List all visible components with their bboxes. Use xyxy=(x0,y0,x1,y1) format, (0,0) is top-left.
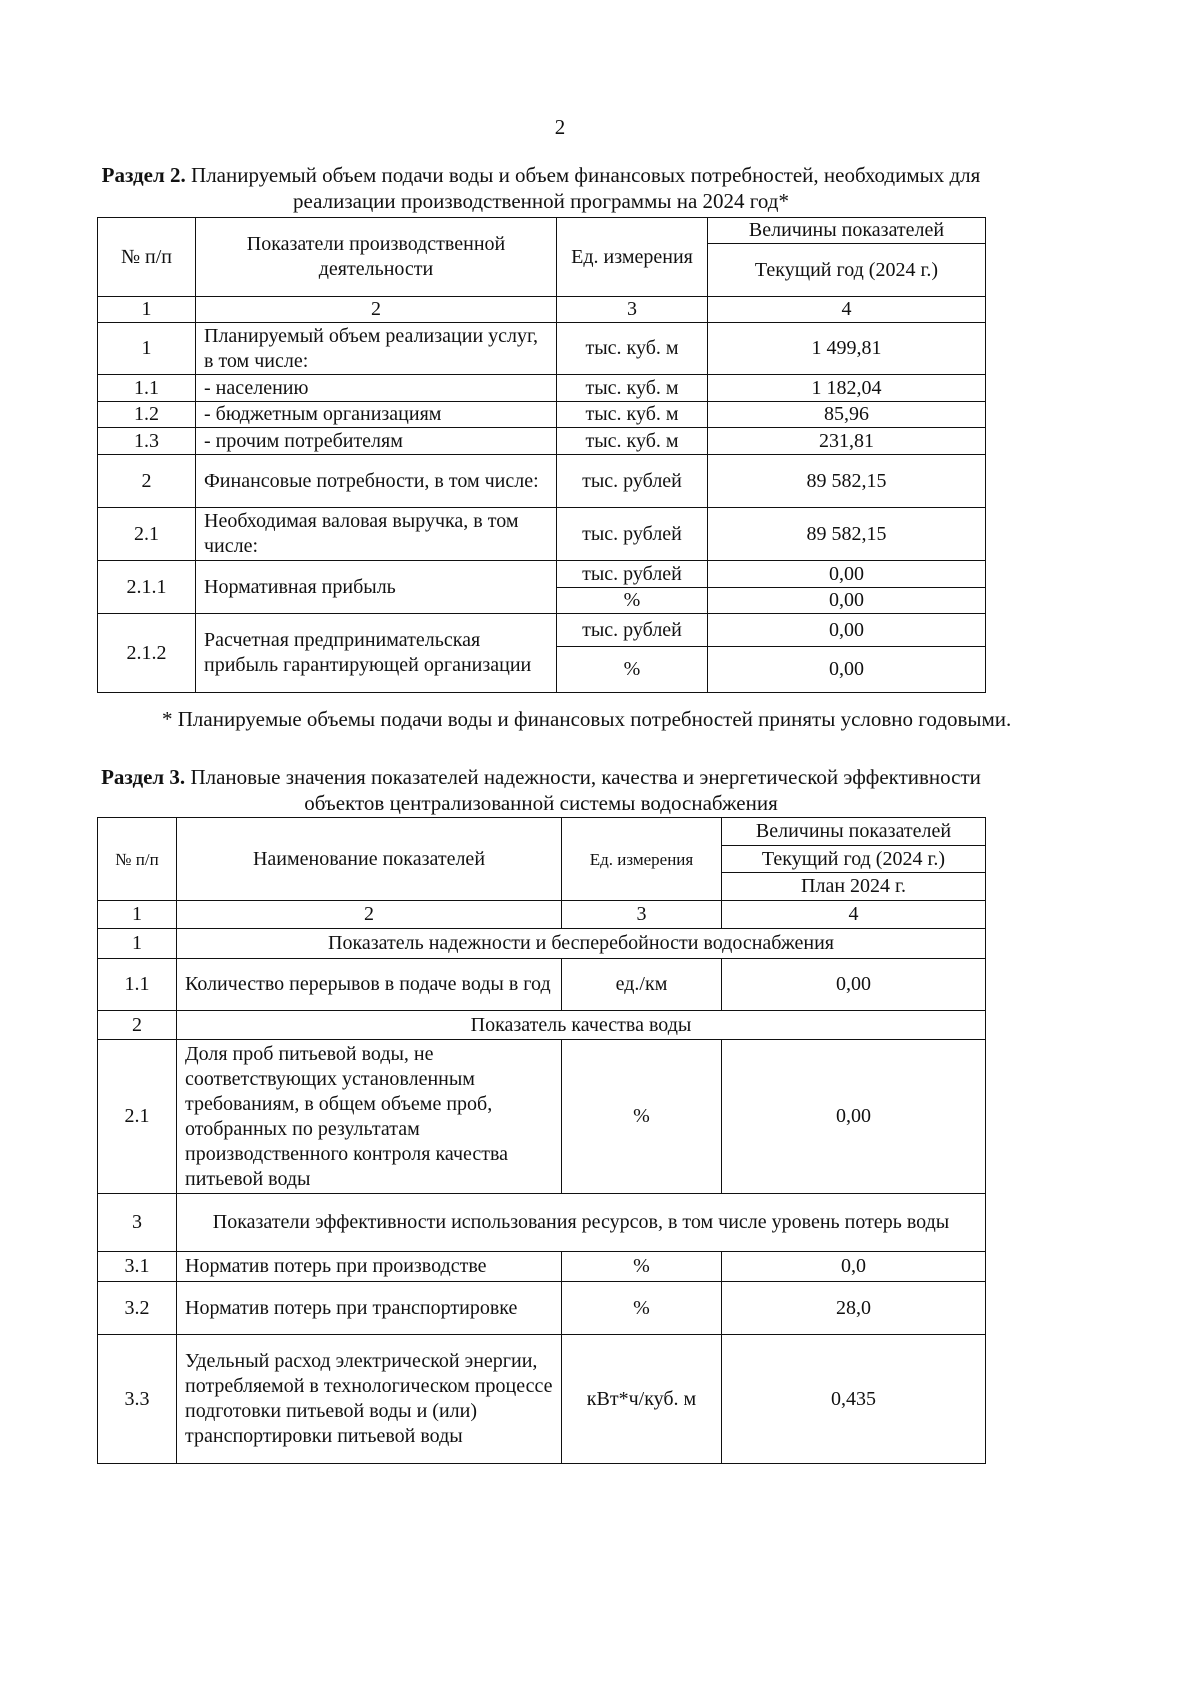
group-title: Показатель надежности и бесперебойности водоснабжения xyxy=(177,929,986,959)
row-name: - бюджетным организациям xyxy=(196,402,557,428)
row-name: Необходимая валовая выручка, в том числе: xyxy=(196,508,557,561)
group-row xyxy=(98,1194,986,1252)
row-unit: тыс. куб. м xyxy=(557,402,708,428)
table-row xyxy=(98,1040,986,1194)
row-num: 2.1 xyxy=(98,1040,177,1194)
row-value: 0,435 xyxy=(722,1335,986,1464)
row-name: Нормативная прибыль xyxy=(196,561,557,614)
table-row xyxy=(98,375,986,402)
row-name: - прочим потребителям xyxy=(196,428,557,455)
col-number: 1 xyxy=(98,297,196,323)
col-number: 2 xyxy=(196,297,557,323)
row-value: 0,00 xyxy=(722,1040,986,1194)
row-value: 0,00 xyxy=(708,561,986,588)
row-unit: тыс. рублей xyxy=(557,508,708,561)
row-value: 89 582,15 xyxy=(708,455,986,508)
row-unit: кВт*ч/куб. м xyxy=(562,1335,722,1464)
row-unit: тыс. рублей xyxy=(557,561,708,588)
row-name: Финансовые потребности, в том числе: xyxy=(196,455,557,508)
row-unit: % xyxy=(562,1040,722,1194)
row-name: Количество перерывов в подаче воды в год xyxy=(177,959,562,1011)
table-row xyxy=(98,959,986,1011)
row-value: 85,96 xyxy=(708,402,986,428)
col-number: 4 xyxy=(722,901,986,929)
page-number: 2 xyxy=(554,115,566,139)
row-num: 3.2 xyxy=(98,1282,177,1335)
row-value: 0,0 xyxy=(722,1252,986,1282)
group-row xyxy=(98,1011,986,1040)
row-name: Расчетная предпринимательская прибыль гарантирующей организации xyxy=(196,614,557,693)
header-unit: Ед. измерения xyxy=(557,218,708,297)
row-value: 28,0 xyxy=(722,1282,986,1335)
table-row xyxy=(98,428,986,455)
row-unit: тыс. рублей xyxy=(557,614,708,647)
row-unit: тыс. куб. м xyxy=(557,323,708,375)
row-name: Норматив потерь при транспортировке xyxy=(177,1282,562,1335)
group-title: Показатель качества воды xyxy=(177,1011,986,1040)
row-name: - населению xyxy=(196,375,557,402)
row-unit-percent: % xyxy=(557,647,708,693)
row-num: 2 xyxy=(98,1011,177,1040)
header-values: Величины показателей xyxy=(722,818,986,846)
row-value-percent: 0,00 xyxy=(708,588,986,614)
header-current: Текущий год (2024 г.) xyxy=(708,244,986,297)
row-unit: тыс. куб. м xyxy=(557,375,708,402)
row-unit: тыс. рублей xyxy=(557,455,708,508)
table-row xyxy=(98,323,986,375)
row-num: 3.1 xyxy=(98,1252,177,1282)
row-name: Норматив потерь при производстве xyxy=(177,1252,562,1282)
row-num: 1.1 xyxy=(98,959,177,1011)
header-num: № п/п xyxy=(98,818,177,901)
header-num: № п/п xyxy=(98,218,196,297)
section2-table xyxy=(97,217,986,693)
row-num: 1.3 xyxy=(98,428,196,455)
row-num: 2.1.2 xyxy=(98,614,196,693)
row-unit: ед./км xyxy=(562,959,722,1011)
table-row xyxy=(98,455,986,508)
row-unit: % xyxy=(562,1282,722,1335)
section3-title xyxy=(97,764,985,816)
section2-title xyxy=(97,162,985,214)
table-row xyxy=(98,614,986,647)
row-value: 231,81 xyxy=(708,428,986,455)
col-number: 4 xyxy=(708,297,986,323)
section2-title-text: Планируемый объем подачи воды и объем финансовых потребностей, необходимых для реализации производственной программы на 2024 год* xyxy=(185,163,981,213)
header-name: Показатели производственной деятельности xyxy=(196,218,557,297)
row-value: 1 499,81 xyxy=(708,323,986,375)
row-unit: тыс. куб. м xyxy=(557,428,708,455)
row-value: 89 582,15 xyxy=(708,508,986,561)
row-num: 2 xyxy=(98,455,196,508)
row-num: 1.1 xyxy=(98,375,196,402)
col-number: 1 xyxy=(98,901,177,929)
row-num: 3.3 xyxy=(98,1335,177,1464)
group-title: Показатели эффективности использования ресурсов, в том числе уровень потерь воды xyxy=(177,1194,986,1252)
section3-label: Раздел 3. xyxy=(101,765,186,789)
header-values: Величины показателей xyxy=(708,218,986,244)
section3-table xyxy=(97,817,986,1464)
col-number: 2 xyxy=(177,901,562,929)
row-num: 3 xyxy=(98,1194,177,1252)
col-number: 3 xyxy=(562,901,722,929)
row-num: 1.2 xyxy=(98,402,196,428)
header-name: Наименование показателей xyxy=(177,818,562,901)
table-row xyxy=(98,1282,986,1335)
row-value: 0,00 xyxy=(708,614,986,647)
section2-label: Раздел 2. xyxy=(101,163,186,187)
row-num: 2.1.1 xyxy=(98,561,196,614)
row-unit-percent: % xyxy=(557,588,708,614)
row-num: 1 xyxy=(98,929,177,959)
table-row xyxy=(98,1252,986,1282)
row-name: Планируемый объем реализации услуг, в том числе: xyxy=(196,323,557,375)
section3-title-text: Плановые значения показателей надежности, качества и энергетической эффективности объектов централизованной системы водоснабжения xyxy=(185,765,981,815)
row-num: 2.1 xyxy=(98,508,196,561)
row-name: Доля проб питьевой воды, не соответствующих установленным требованиям, в общем объеме проб, отобранных по результатам производственного контроля качества питьевой воды xyxy=(177,1040,562,1194)
group-row xyxy=(98,929,986,959)
table-row xyxy=(98,1335,986,1464)
row-value-percent: 0,00 xyxy=(708,647,986,693)
row-value: 0,00 xyxy=(722,959,986,1011)
header-current: Текущий год (2024 г.) xyxy=(722,846,986,873)
header-plan: План 2024 г. xyxy=(722,873,986,901)
table-row xyxy=(98,508,986,561)
col-number: 3 xyxy=(557,297,708,323)
row-unit: % xyxy=(562,1252,722,1282)
footnote: * Планируемые объемы подачи воды и финансовых потребностей приняты условно годовыми. xyxy=(162,707,1012,731)
table-row xyxy=(98,561,986,588)
row-name: Удельный расход электрической энергии, потребляемой в технологическом процессе подготовки питьевой воды и (или) транспортировки питьевой воды xyxy=(177,1335,562,1464)
row-value: 1 182,04 xyxy=(708,375,986,402)
row-num: 1 xyxy=(98,323,196,375)
table-row xyxy=(98,402,986,428)
header-unit: Ед. измерения xyxy=(562,818,722,901)
